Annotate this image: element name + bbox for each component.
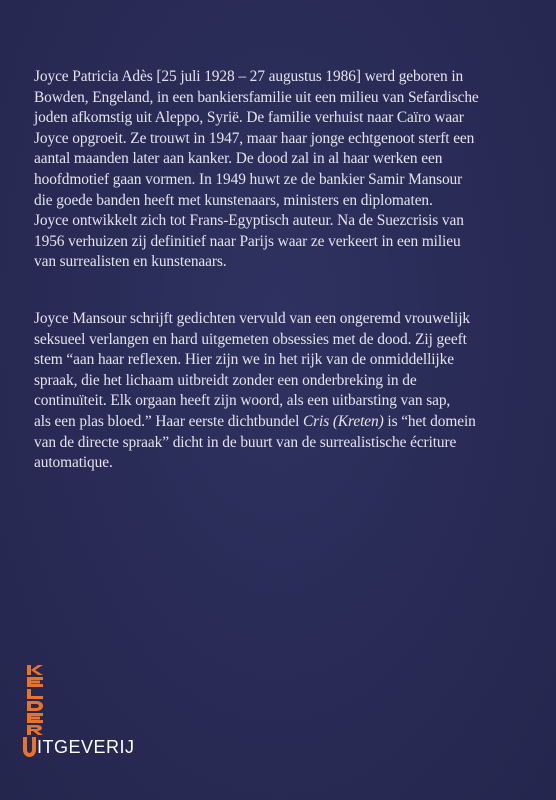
publisher-name [37, 738, 135, 756]
work-line: continuïteit. Elk orgaan heeft zijn woord, als een uitbarsting van sap, [34, 392, 451, 410]
bio-line: hoofdmotief gaan vormen. In 1949 huwt ze de bankier Samir Mansour [34, 170, 463, 188]
bio-line: aantal maanden later aan kanker. De dood zal in al haar werken een [34, 150, 443, 168]
bio-line: 1956 verhuizen zij definitief naar Parijs waar ze verkeert in een milieu [34, 232, 461, 250]
work-line-end: is “het domein [383, 412, 476, 430]
work-line: van de directe spraak” dicht in de buurt van de surrealistische écriture [34, 433, 457, 451]
bio-line: van surrealisten en kunstenaars. [34, 253, 227, 271]
bio-line: Bowden, Engeland, in een bankiersfamilie uit een milieu van Sefardische [34, 88, 479, 106]
bio-line: joden afkomstig uit Aleppo, Syrië. De familie verhuist naar Caïro waar [34, 109, 464, 127]
publisher-name-rest: ITGEVERIJ [37, 737, 135, 757]
work-line: stem “aan haar reflexen. Hier zijn we in het rijk van de onmiddellijke [34, 351, 454, 369]
work-line: seksueel verlangen en hard uitgemeten obsessies met de dood. Zij geeft [34, 330, 467, 348]
bio-line: die goede banden heeft met kunstenaars, ministers en diplomaten. [34, 191, 433, 209]
work-line [34, 412, 524, 433]
publisher-logo-wordmark [26, 664, 50, 736]
book-title: Cris (Kreten) [303, 412, 384, 430]
work-line: automatique. [34, 454, 113, 472]
work-line: Joyce Mansour schrijft gedichten vervuld van een ongeremd vrouwelijk [34, 310, 470, 327]
work-description [34, 309, 524, 474]
bio-line: Joyce Patricia Adès [25 juli 1928 – 27 augustus 1986] werd geboren in [34, 68, 464, 85]
work-line: spraak, die het lichaam uitbreidt zonder een onderbreking in de [34, 371, 417, 389]
author-biography [34, 67, 524, 273]
bio-line: Joyce ontwikkelt zich tot Frans-Egyptisch auteur. Na de Suezcrisis van [34, 212, 464, 230]
kelder-logo-icon [26, 664, 50, 736]
bio-line: Joyce opgroeit. Ze trouwt in 1947, maar haar jonge echtgenoot sterft een [34, 129, 475, 147]
publisher-u-icon [22, 736, 37, 758]
work-line-start: als een plas bloed.” Haar eerste dichtbundel [34, 412, 303, 430]
